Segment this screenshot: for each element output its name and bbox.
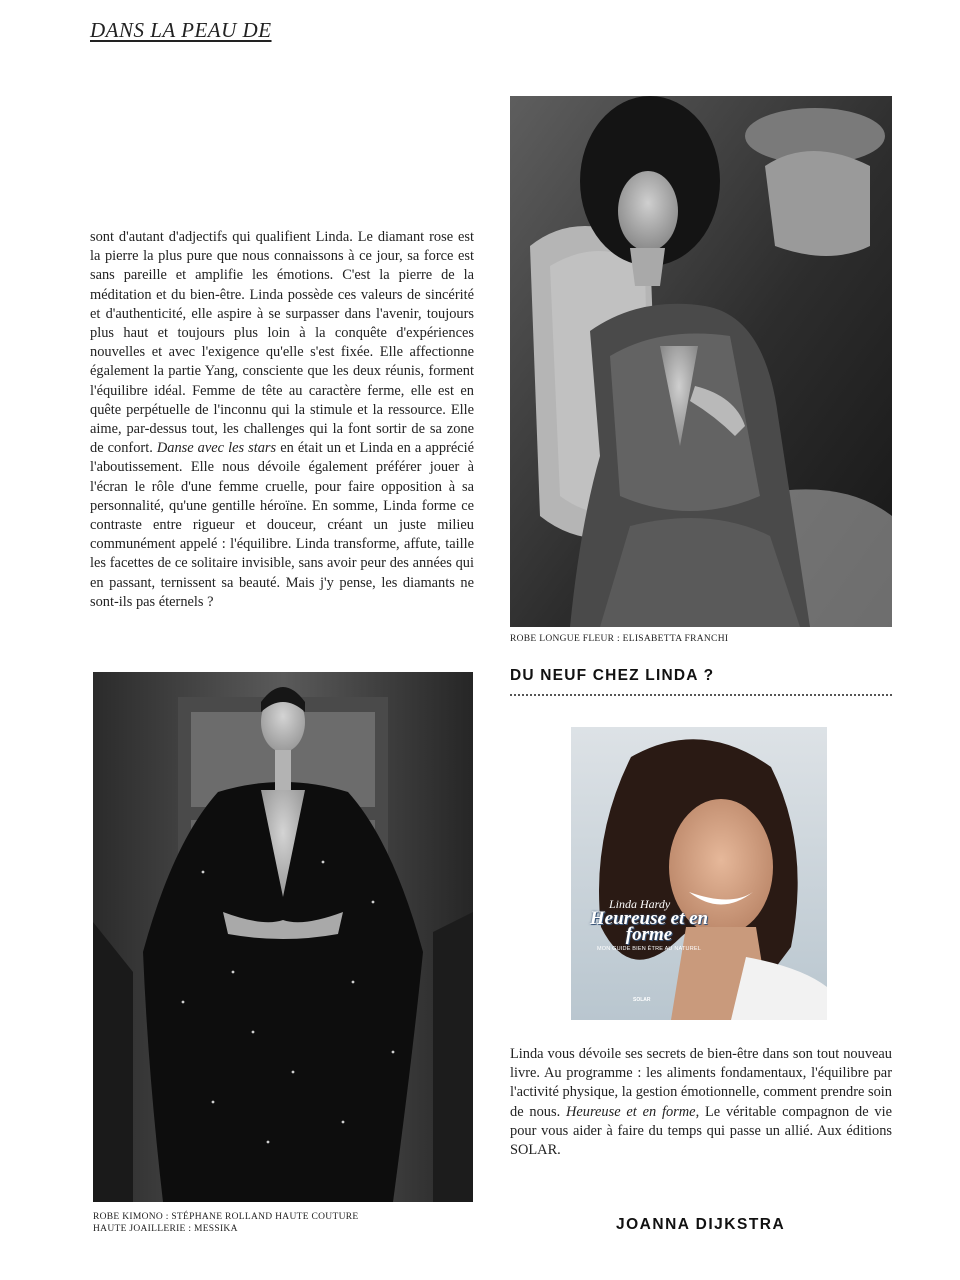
cover-author: Linda Hardy	[609, 897, 671, 911]
dotted-divider	[510, 694, 892, 696]
article-text-part2: en était un et Linda en a apprécié l'aboutissement. Elle nous dévoile également préférer jouer à l'écran le rôle d'une femme cruelle, pour faire opposition à sa personnalité, qu'une gentille héroïne. En somme, Linda forme ce contraste entre rigueur et douceur, créant un juste milieu communément appelé : l'équilibre. Linda transforme, affute, taille les facettes de ce solitaire invisible, sans avoir peur des années qui en passant, ternissent sa beauté. Mais j'y pense, les diamants ne sont-ils pas éternels ?	[90, 440, 474, 610]
cover-publisher-logo: SOLAR	[633, 997, 651, 1003]
author-byline: JOANNA DIJKSTRA	[616, 1216, 786, 1233]
photo-floral-dress-image	[510, 96, 892, 627]
photo-floral-dress	[510, 96, 892, 627]
sidebar-heading: DU NEUF CHEZ LINDA ?	[510, 667, 715, 684]
caption-top-photo: ROBE LONGUE FLEUR : ELISABETTA FRANCHI	[510, 634, 729, 644]
book-description	[510, 1045, 892, 1160]
book-title-inline: Heureuse et en forme	[565, 1103, 696, 1120]
photo-kimono-image	[93, 672, 473, 1202]
cover-title: Heureuse et en forme	[589, 908, 709, 945]
article-body	[90, 228, 474, 612]
book-cover	[571, 727, 827, 1020]
book-text-part1: Linda vous dévoile ses secrets de bien-être dans son tout nouveau livre. Au programme : les aliments fondamentaux, l'équilibre par l'activité physique, la gestion émotionnelle, comment prendre soin de nous.	[510, 1046, 892, 1120]
article-show-title: Danse avec les stars	[156, 440, 277, 457]
caption-bottom-photo	[93, 1211, 358, 1235]
article-text-part1: sont d'autant d'adjectifs qui qualifient Linda. Le diamant rose est la pierre la plus pure que nous connaissons à ce jour, sa force est sans pareille et amplifie les émotions. C'est la pierre de la méditation et du bien-être. Linda possède ces valeurs de sincérité et d'authenticité, elle aspire à se surpasser dans l'avenir, toujours plus haut et toujours plus loin à la conquête d'expériences nouvelles et avec l'exigence qu'elle s'est fixée. Elle affectionne également la partie Yang, consciente que les deux réunis, forment l'équilibre idéal. Femme de tête au caractère ferme, elle est en quête perpétuelle de l'inconnu qui la stimule et la ressource. Elle aime, par-dessus tout, les challenges qui la font sortir de sa zone de confort.	[90, 229, 474, 457]
photo-kimono	[93, 672, 473, 1202]
book-text-part2: , Le véritable compagnon de vie pour vous aider à faire du temps qui passe un allié. Aux éditions SOLAR.	[510, 1103, 893, 1159]
section-title: DANS LA PEAU DE	[90, 18, 272, 42]
caption-dress-credit: ROBE KIMONO : STÉPHANE ROLLAND HAUTE COUTURE	[93, 1212, 359, 1222]
caption-jewelry-credit: HAUTE JOAILLERIE : MESSIKA	[93, 1224, 238, 1234]
cover-subtitle: MON GUIDE BIEN ÊTRE AU NATUREL	[597, 946, 701, 952]
book-cover-portrait	[571, 727, 827, 1020]
